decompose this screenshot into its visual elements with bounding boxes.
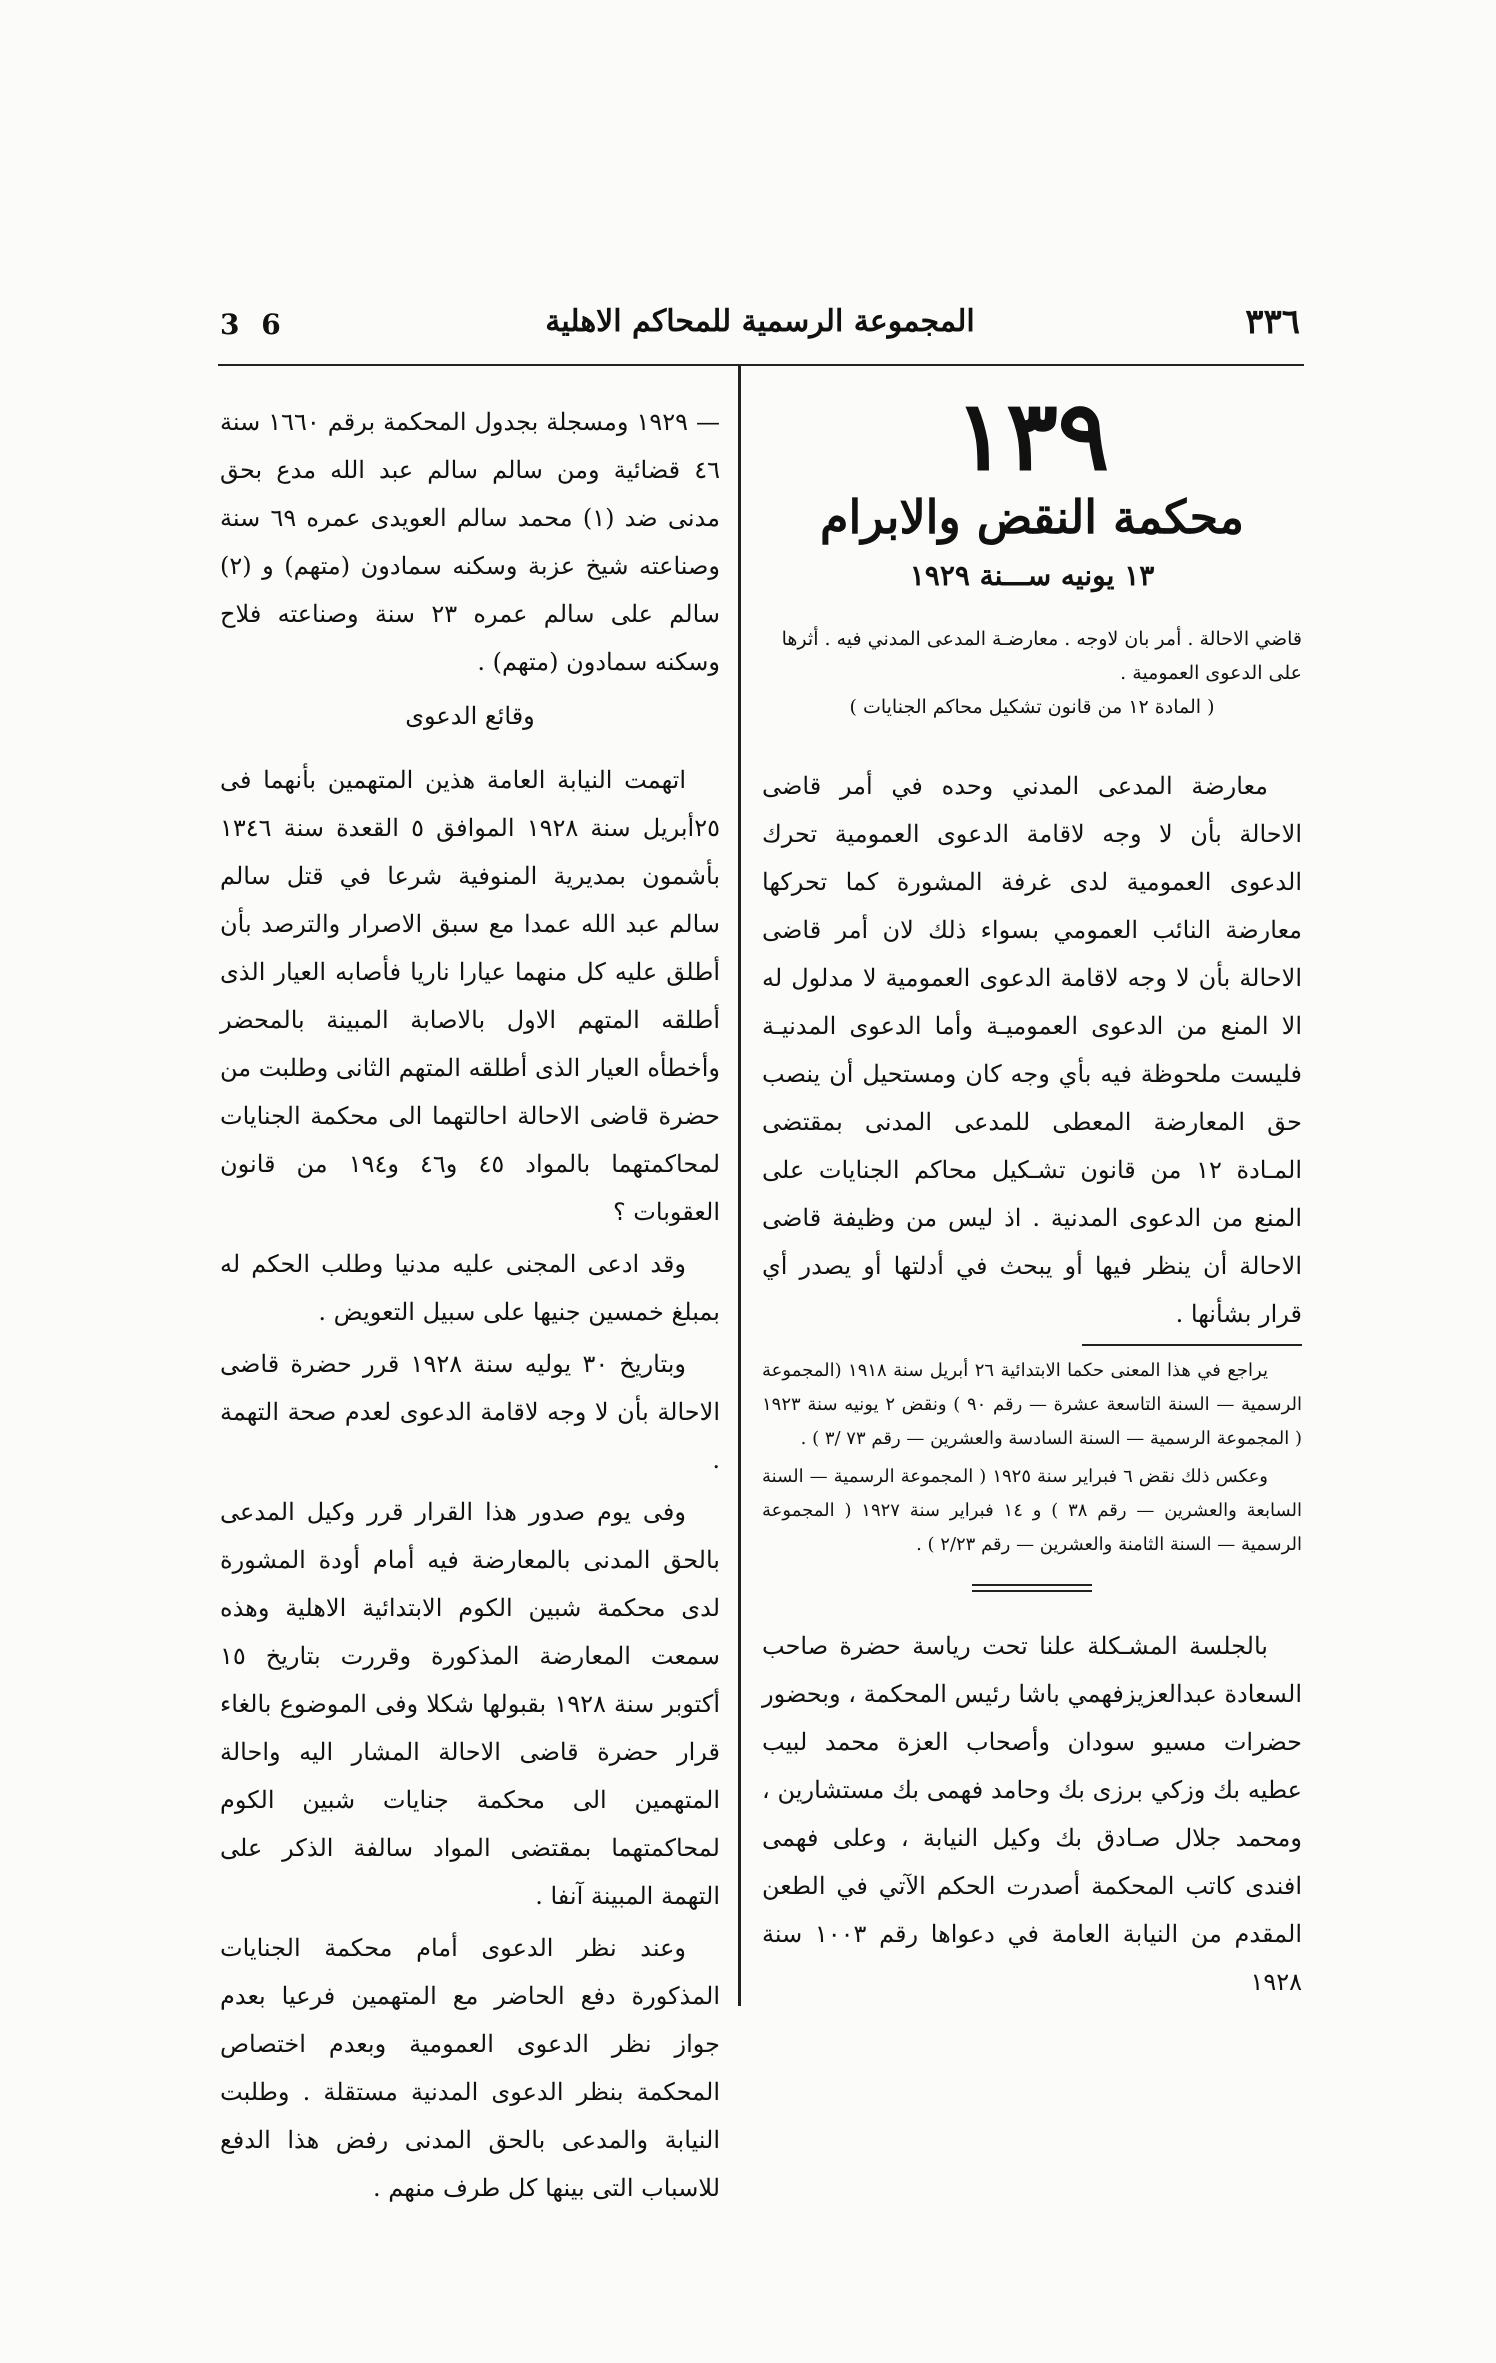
left-column bbox=[220, 398, 720, 2216]
keywords-text: قاضي الاحالة . أمر بان لاوجه . معارضـة المدعى المدني فيه . أثرها على الدعوى العمومية . bbox=[781, 628, 1302, 684]
court-name: محكمة النقض والابرام bbox=[820, 490, 1244, 544]
facts-paragraph-2: وقد ادعى المجنى عليه مدنيا وطلب الحكم له بمبلغ خمسين جنيها على سبيل التعويض . bbox=[220, 1250, 720, 1326]
facts-paragraph-5: وعند نظر الدعوى أمام محكمة الجنايات المذكورة دفع الحاضر مع المتهمين فرعيا بعدم جواز نظر الدعوى العمومية وبعدم اختصاص المحكمة بنظر الدعوى المدنية مستقلة . وطلبت النيابة والمدعى بالحق المدنى رفض هذا الدفع للاسباب التى بينها كل طرف منهم . bbox=[220, 1934, 720, 2202]
facts-paragraph-4: وفى يوم صدور هذا القرار قرر وكيل المدعى بالحق المدنى بالمعارضة فيه أمام أودة المشورة لدى محكمة شبين الكوم الابتدائية الاهلية وهذه سمعت المعارضة المذكورة وقررت بتاريخ ١٥ أكتوبر سنة ١٩٢٨ بقبولها شكلا وفى الموضوع بالغاء قرار حضرة قاضى الاحالة المشار اليه واحالة المتهمين الى محكمة جنايات شبين الكوم لمحاكمتهما بمقتضى المواد سالفة الذكر على التهمة المبينة آنفا . bbox=[220, 1498, 721, 1910]
summary-paragraph: معارضة المدعى المدني وحده في أمر قاضى الاحالة بأن لا وجه لاقامة الدعوى العمومية تحرك الدعوى العمومية لدى غرفة المشورة كما تحركها معارضة النائب العمومي بسواء ذلك لان أمر قاضى الاحالة بأن لا وجه لاقامة الدعوى العمومية لا مدلول له الا المنع من الدعوى العموميـة وأما الدعوى المدنيـة فليست ملحوظة فيه بأي وجه كان ومستحيل أن ينصب حق المعارضة المعطى للمدعى المدنى بمقتضى المـادة ١٢ من قانون تشـكيل محاكم الجنايات على المنع من الدعوى المدنية . اذ ليس من وظيفة قاضى الاحالة أن ينظر فيها أو يبحث في أدلتها أو يصدر أي قرار بشأنها . bbox=[762, 772, 1302, 1328]
page-number-latin: 3 6 bbox=[220, 308, 287, 341]
case-number: ١٣٩ bbox=[954, 379, 1110, 492]
header-rule bbox=[218, 364, 1304, 366]
column-divider bbox=[738, 366, 741, 2006]
keywords-block bbox=[762, 622, 1302, 724]
page-header bbox=[220, 300, 1300, 360]
page-number-arabic: ٣٣٦ bbox=[1245, 302, 1300, 342]
keywords-reference: ( المادة ١٢ من قانون تشكيل محاكم الجنايات ) bbox=[849, 696, 1215, 718]
footnote-separator bbox=[1082, 1344, 1302, 1346]
footnote-1: يراجع في هذا المعنى حكما الابتدائية ٢٦ أبريل سنة ١٩١٨ (المجموعة الرسمية — السنة التاسعة عشرة — رقم ٩٠ ) ونقض ٢ يونيه سنة ١٩٢٣ ( المجموعة الرسمية — السنة السادسة والعشرين — رقم ٧٣ /٣ ) . bbox=[762, 1360, 1303, 1449]
facts-heading: وقائع الدعوى bbox=[405, 702, 535, 730]
facts-paragraph-3: وبتاريخ ٣٠ يوليه سنة ١٩٢٨ قرر حضرة قاضى الاحالة بأن لا وجه لاقامة الدعوى لعدم صحة التهمة . bbox=[220, 1350, 720, 1474]
footnote-2: وعكس ذلك نقض ٦ فبراير سنة ١٩٢٥ ( المجموعة الرسمية — السنة السابعة والعشرين — رقم ٣٨ ) و ١٤ فبراير سنة ١٩٢٧ ( المجموعة الرسمية — السنة الثامنة والعشرين — رقم ٢/٢٣ ) . bbox=[762, 1466, 1302, 1555]
session-paragraph: بالجلسة المشـكلة علنا تحت رياسة حضرة صاحب السعادة عبدالعزيزفهمي باشا رئيس المحكمة ، وبحضور حضرات مسيو سودان وأصحاب العزة محمد لبيب عطيه بك وزكي برزى بك وحامد فهمى بك مستشارين ، ومحمد جلال صـادق بك وكيل النيابة ، وعلى فهمى افندى كاتب المحكمة أصدرت الحكم الآتي في الطعن المقدم من النيابة العامة في دعواها رقم ١٠٠٣ سنة ١٩٢٨ bbox=[762, 1632, 1302, 1996]
judgment-date: ١٣ يونيه ســـنة ١٩٢٩ bbox=[909, 559, 1155, 592]
double-rule bbox=[972, 1584, 1092, 1592]
right-column bbox=[762, 379, 1303, 2010]
intro-paragraph: — ١٩٢٩ ومسجلة بجدول المحكمة برقم ١٦٦٠ سنة ٤٦ قضائية ومن سالم سالم عبد الله مدع بحق مدنى ضد (١) محمد سالم العويدى عمره ٦٩ سنة وصناعته شيخ عزبة وسكنه سمادون (متهم) و (٢) سالم على سالم عمره ٢٣ سنة وصناعته فلاح وسكنه سمادون (متهم) . bbox=[220, 408, 720, 676]
facts-paragraph-1: اتهمت النيابة العامة هذين المتهمين بأنهما فى ٢٥أبريل سنة ١٩٢٨ الموافق ٥ القعدة سنة ١٣٤٦ بأشمون بمديرية المنوفية شرعا في قتل سالم سالم عبد الله عمدا مع سبق الاصرار والترصد بأن أطلق عليه كل منهما عيارا ناريا فأصابه العيار الذى أطلقه المتهم الاول بالاصابة المبينة بالمحضر وأخطأه العيار الذى أطلقه المتهم الثانى وطلبت من حضرة قاضى الاحالة احالتهما الى محكمة الجنايات لمحاكمتهما بالمواد ٤٥ و٤٦ و١٩٤ من قانون العقوبات ؟ bbox=[220, 766, 721, 1226]
running-title: المجموعة الرسمية للمحاكم الاهلية bbox=[545, 304, 975, 339]
